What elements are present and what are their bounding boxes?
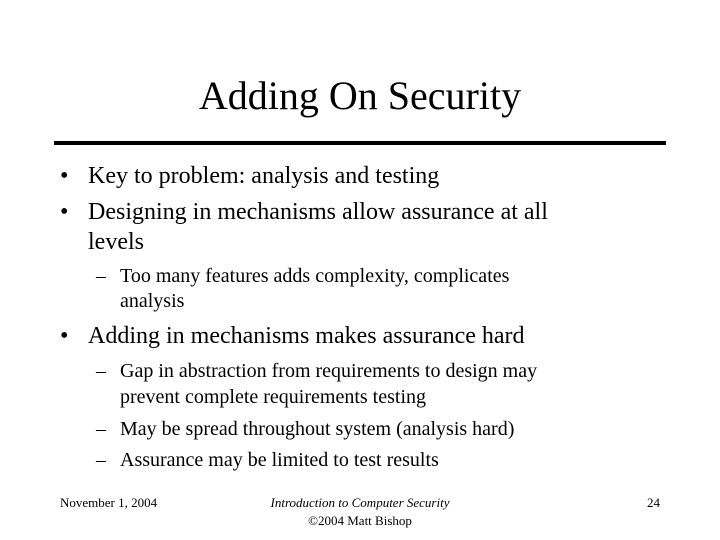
footer-page-number: 24	[647, 495, 660, 510]
bullet-text: Key to problem: analysis and testing	[88, 163, 440, 189]
bullet-text: Adding in mechanisms makes assurance hard	[88, 323, 525, 349]
sub-bullet-dash: –	[96, 360, 106, 382]
sub-bullet-text: May be spread throughout system (analysis hard)	[120, 418, 515, 440]
bullet-dot: •	[60, 163, 69, 189]
bullet-text: levels	[88, 229, 144, 255]
footer-course-title: Introduction to Computer Security	[270, 495, 450, 510]
bullet-dot: •	[60, 323, 69, 349]
bullet-dot: •	[60, 199, 69, 225]
sub-bullet-dash: –	[96, 418, 106, 440]
sub-bullet-dash: –	[96, 449, 106, 471]
slide-title: Adding On Security	[198, 73, 522, 118]
sub-bullet-text: Too many features adds complexity, complicates	[120, 265, 510, 287]
footer-date: November 1, 2004	[60, 495, 158, 510]
sub-bullet-dash: –	[96, 265, 106, 287]
footer-course	[210, 494, 510, 530]
sub-bullet-text: Gap in abstraction from requirements to design may	[120, 360, 538, 382]
sub-bullet-text: analysis	[120, 290, 185, 312]
sub-bullet-text: Assurance may be limited to test results	[120, 449, 439, 471]
bullet-text: Designing in mechanisms allow assurance at all	[88, 199, 548, 225]
sub-bullet-text: prevent complete requirements testing	[120, 386, 427, 408]
footer-copyright: ©2004 Matt Bishop	[308, 513, 412, 528]
title-divider	[54, 141, 666, 145]
